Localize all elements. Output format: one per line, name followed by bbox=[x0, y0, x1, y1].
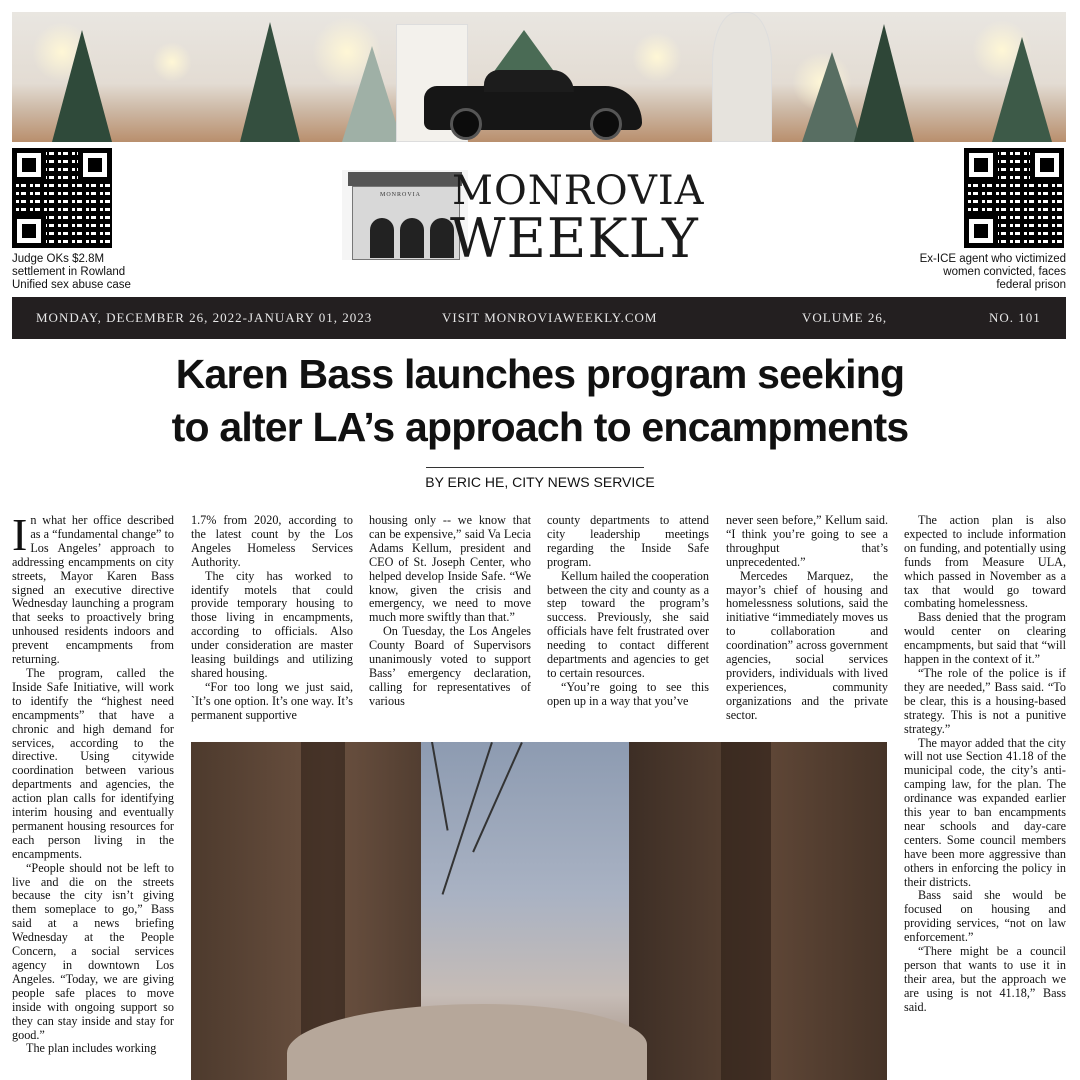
paragraph: county departments to attend city leadership meetings regarding the Inside Safe program. bbox=[547, 513, 709, 569]
paragraph: “People should not be left to live and die on the streets because the city isn’t giving them someplace to go,” Bass said at a news briefing Wednesday at the People Concern, a social services agency in downtown Los Angeles. “Today, we are giving people safe places to move inside with ongoing support so they can stay inside and stay for good.” bbox=[12, 860, 174, 1042]
headline-line-2: to alter LA’s approach to encampments bbox=[171, 404, 909, 450]
paragraph: The mayor added that the city will not use Section 41.18 of the municipal code, the city’s anti-camping law, for the plan. The ordinance was expanded earlier this year to ban encampments near schools and day-care centers. Some council members have been more aggressive than others in enforcing the policy in their districts. bbox=[904, 735, 1066, 889]
paragraph: “You’re going to see this open up in a way that you’ve bbox=[547, 679, 709, 708]
article-column-6 bbox=[904, 514, 1066, 1015]
logo-building-sign: MONROVIA bbox=[380, 192, 421, 198]
paragraph: 1.7% from 2020, according to the latest count by the Los Angeles Homeless Services Authority. bbox=[191, 513, 353, 569]
paragraph: Mercedes Marquez, the mayor’s chief of housing and homelessness solutions, said the initiative “immediately moves us to collaboration and coordination” across government agencies, social services providers, individuals with lived experiences, community organizations and the private sector. bbox=[726, 568, 888, 722]
qr-code-right[interactable] bbox=[964, 148, 1064, 248]
article-headline bbox=[0, 348, 1080, 454]
byline-rule bbox=[426, 467, 644, 468]
paragraph: The program, called the Inside Safe Initiative, will work to identify the “highest need encampments” that have a chronic and high demand for services, according to the directive. Using citywide coordination between various departments and agencies, the action plan calls for identifying interim housing and eventually permanent housing resources for each person living in the encampments. bbox=[12, 665, 174, 861]
banner-photo bbox=[12, 12, 1066, 142]
paragraph: “For too long we just said, `It’s one option. It’s one way. It’s permanent supportive bbox=[191, 679, 353, 722]
paragraph: The action plan is also expected to include information on funding, and potentially using funds from Measure ULA, which passed in November as a tax that would go toward combating homelessness. bbox=[904, 513, 1066, 611]
paragraph: never seen before,” Kellum said. “I think you’re going to see a throughput that’s unprecedented.” bbox=[726, 513, 888, 569]
teaser-right[interactable]: Ex-ICE agent who victimized women convicted, faces federal prison bbox=[919, 253, 1066, 291]
masthead-logo[interactable] bbox=[450, 168, 705, 270]
qr-code-left[interactable] bbox=[12, 148, 112, 248]
paragraph: “The role of the police is if they are needed,” Bass said. “To be clear, this is a housing-based strategy. This is not a punitive strategy.” bbox=[904, 665, 1066, 736]
toy-car bbox=[424, 86, 642, 130]
article-photo bbox=[191, 742, 887, 1080]
article-byline: BY ERIC HE, CITY NEWS SERVICE bbox=[425, 474, 655, 490]
paragraph: “There might be a council person that wants to use it in their area, but the approach we are using is not 41.18,” Bass said. bbox=[904, 944, 1066, 1014]
article-column-3 bbox=[369, 514, 531, 709]
issue-number: NO. 101 bbox=[989, 310, 1041, 325]
paragraph: Kellum hailed the cooperation between the city and county as a step toward the program’s success. Previously, she said officials have felt frustrated over needing to contact different departments and agencies to get to certain resources. bbox=[547, 568, 709, 680]
paragraph: The plan includes working bbox=[26, 1041, 157, 1056]
article-column-2 bbox=[191, 514, 353, 723]
teaser-left[interactable]: Judge OKs $2.8M settlement in Rowland Unified sex abuse case bbox=[12, 253, 131, 291]
article-column-1 bbox=[12, 509, 174, 1056]
volume-label: VOLUME 26, bbox=[802, 310, 888, 325]
article-column-4 bbox=[547, 514, 709, 709]
issue-info-bar bbox=[12, 297, 1066, 339]
article-column-5 bbox=[726, 514, 888, 723]
logo-line-2: WEEKLY bbox=[450, 207, 699, 270]
paragraph: Bass denied that the program would center on clearing encampments, but said that “will happen in the context of it.” bbox=[904, 610, 1066, 667]
website-link[interactable]: VISIT MONROVIAWEEKLY.COM bbox=[442, 310, 658, 325]
drop-cap: I bbox=[12, 509, 28, 560]
paragraph: The city has worked to identify motels that could provide temporary housing to those living in encampments, according to officials. Also under consideration are master leasing buildings and utilizing shared housing. bbox=[191, 568, 353, 680]
headline-line-1: Karen Bass launches program seeking bbox=[175, 351, 905, 397]
paragraph: On Tuesday, the Los Angeles County Board of Supervisors unanimously voted to support Bass’ emergency declaration, calling for representatives of various bbox=[369, 624, 531, 708]
paragraph: housing only -- we know that can be expensive,” said Va Lecia Adams Kellum, president and CEO of St. Joseph Center, who helped develop Inside Safe. “We know, given the crisis and emergency, we need to move much more swiftly than that.” bbox=[369, 513, 531, 625]
logo-line-1: MONROVIA bbox=[452, 168, 705, 214]
paragraph: In what her office described as a “fundamental change” to Los Angeles’ approach to addressing encampments on city streets, Mayor Karen Bass signed an executive directive Wednesday launching a program that seeks to proactively bring unhoused residents indoors and prevent encampments from returning. bbox=[12, 509, 174, 667]
paragraph: Bass said she would be focused on housing and providing services, “not on law enforcement.” bbox=[904, 888, 1066, 945]
issue-date: MONDAY, DECEMBER 26, 2022-JANUARY 01, 2023 bbox=[36, 310, 373, 325]
